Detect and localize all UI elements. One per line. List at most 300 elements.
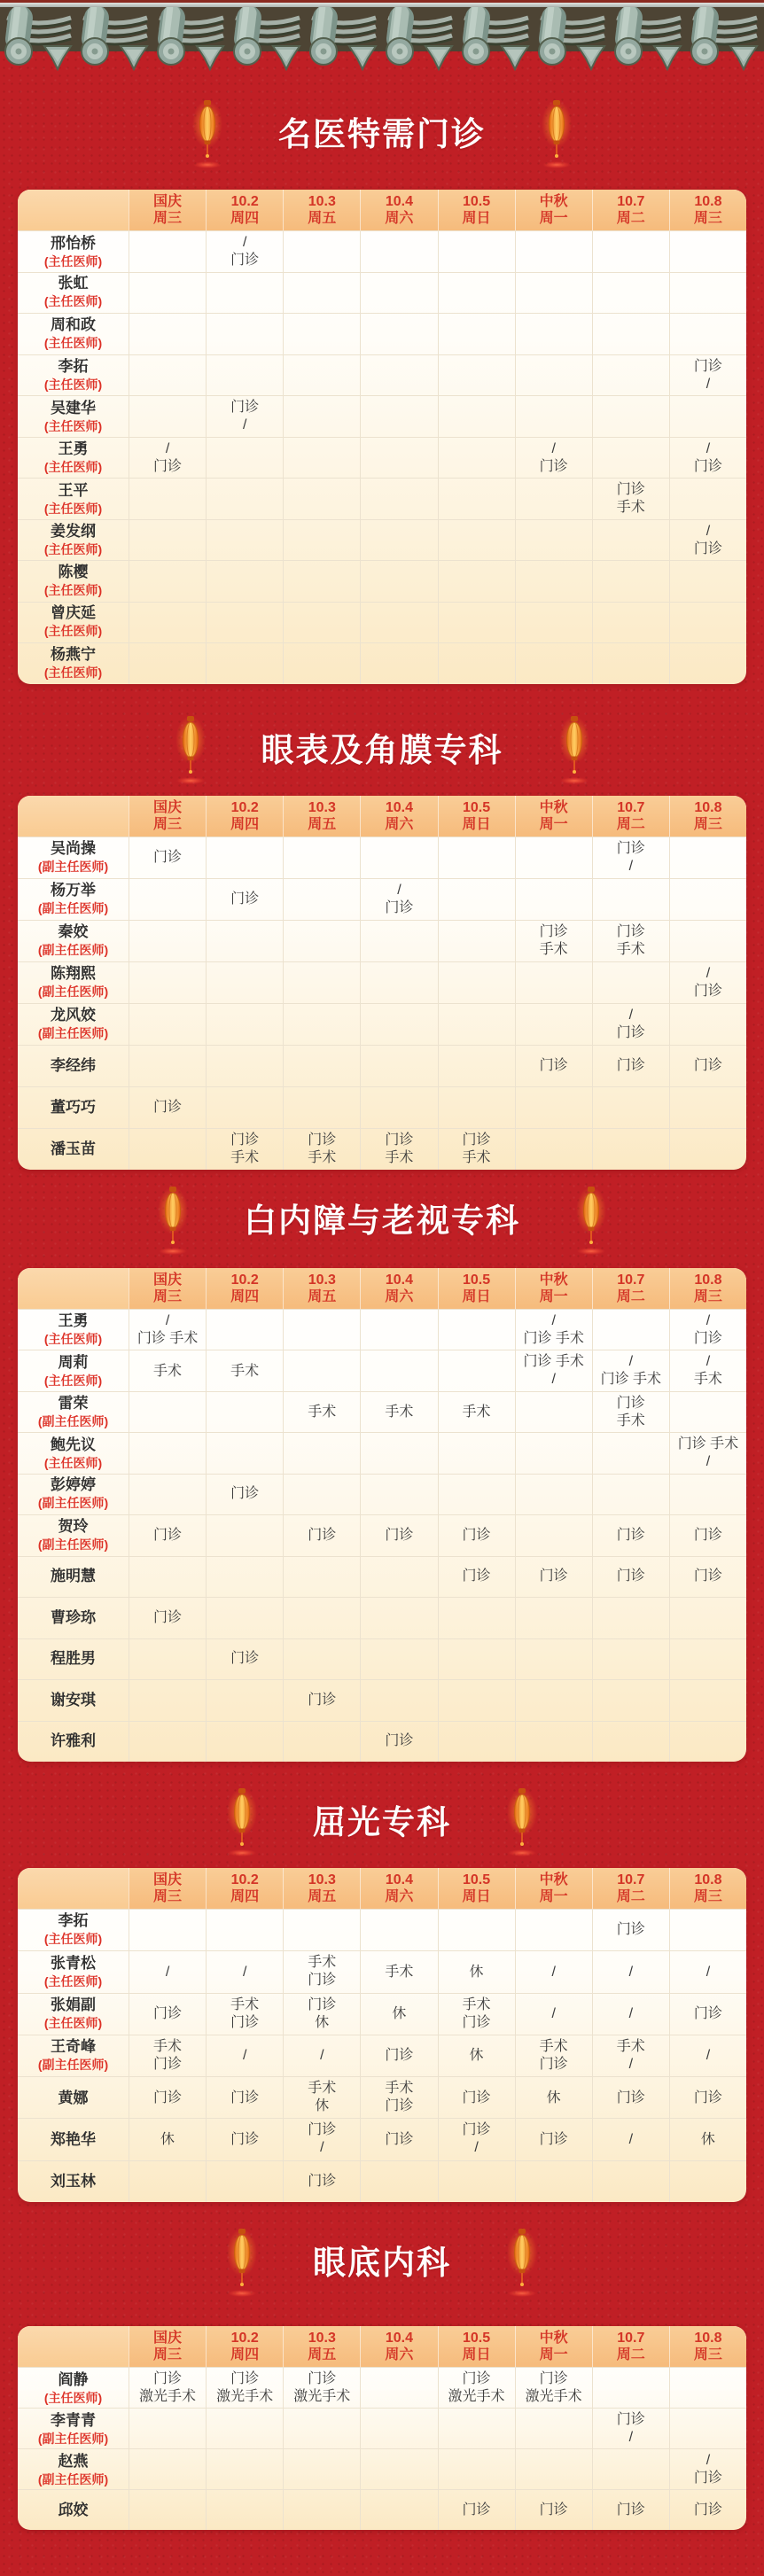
schedule-cell [669, 1392, 746, 1434]
doctor-title: (副主任医师) [37, 2058, 109, 2073]
doctor-name: 王奇峰 [51, 2038, 96, 2056]
schedule-cell [438, 1680, 515, 1721]
doctor-name: 陈翔熙 [51, 965, 96, 982]
schedule-cell [360, 2119, 437, 2160]
column-day: 周五 [308, 816, 337, 832]
schedule-cell [206, 396, 283, 438]
table-row [18, 2489, 746, 2530]
schedule-cell-line: / [628, 1007, 634, 1023]
schedule-cell [669, 1598, 746, 1638]
schedule-cell [129, 1639, 206, 1680]
doctor-title: (主任医师) [43, 335, 103, 350]
schedule-cell-line: 门诊 [539, 2056, 568, 2072]
schedule-cell [283, 1004, 360, 1046]
schedule-cell [129, 2035, 206, 2077]
schedule-table [18, 796, 746, 1170]
table-header-corner [18, 190, 129, 230]
schedule-cell [360, 603, 437, 643]
schedule-cell [669, 355, 746, 397]
column-header [360, 1868, 437, 1909]
lantern-icon [558, 708, 590, 786]
column-header [515, 796, 592, 837]
schedule-cell [669, 2409, 746, 2450]
column-date: 10.2 [230, 2331, 259, 2346]
schedule-cell [515, 520, 592, 562]
column-date: 10.7 [617, 2331, 645, 2346]
schedule-cell [360, 1350, 437, 1392]
schedule-cell [206, 2161, 283, 2202]
schedule-cell-line: / [706, 2048, 711, 2064]
doctor-name: 黄娜 [58, 2089, 89, 2106]
table-row [18, 2035, 746, 2076]
doctor-cell [18, 1598, 129, 1638]
doctor-title: (副主任医师) [37, 943, 109, 957]
schedule-cell [515, 2161, 592, 2202]
schedule-cell [129, 2409, 206, 2450]
schedule-cell [206, 1994, 283, 2035]
column-date: 10.7 [617, 194, 645, 209]
schedule-cell-line: 手术 [308, 2081, 337, 2097]
doctor-cell [18, 2490, 129, 2530]
table-row [18, 920, 746, 961]
table-row [18, 1086, 746, 1128]
schedule-cell [438, 2161, 515, 2202]
schedule-cell [283, 520, 360, 562]
table-row [18, 1909, 746, 1950]
schedule-cell [206, 1046, 283, 1086]
schedule-cell [129, 1310, 206, 1351]
column-header [360, 190, 437, 230]
schedule-cell [206, 520, 283, 562]
column-header [438, 1268, 515, 1309]
section-title-row [0, 706, 764, 788]
schedule-cell [129, 837, 206, 879]
schedule-cell-line: 激光手术 [139, 2389, 197, 2405]
schedule-table [18, 1268, 746, 1763]
section-title: 眼表及角膜专科 [261, 731, 503, 768]
schedule-cell [360, 520, 437, 562]
column-day: 周四 [230, 816, 260, 832]
schedule-cell-line: / [551, 1372, 556, 1387]
schedule-cell [515, 1310, 592, 1351]
column-day: 周三 [153, 1288, 183, 1304]
column-day: 周三 [693, 211, 722, 226]
schedule-cell [129, 1680, 206, 1721]
column-header [592, 2326, 669, 2367]
column-date: 10.8 [694, 799, 722, 815]
table-row [18, 395, 746, 437]
column-header [515, 2326, 592, 2367]
column-header [283, 1268, 360, 1309]
schedule-cell [206, 561, 283, 602]
schedule-cell [283, 2119, 360, 2160]
column-header [360, 1268, 437, 1309]
schedule-cell-line: 手术 [230, 1996, 260, 2012]
schedule-cell [129, 1951, 206, 1993]
schedule-cell [438, 1910, 515, 1950]
column-day: 周一 [539, 211, 568, 226]
doctor-cell [18, 1087, 129, 1128]
column-day: 周四 [230, 1889, 260, 1904]
column-header [283, 1868, 360, 1909]
schedule-cell [592, 2035, 669, 2077]
doctor-cell [18, 1046, 129, 1086]
schedule-cell [669, 2449, 746, 2491]
schedule-cell-line: / [706, 2453, 711, 2469]
doctor-cell [18, 438, 129, 479]
schedule-cell-line: 休 [160, 2131, 175, 2147]
schedule-cell [129, 921, 206, 962]
schedule-cell-line: 门诊 手术 [136, 1330, 199, 1346]
table-header-corner [18, 1868, 129, 1909]
schedule-cell [206, 1910, 283, 1950]
lantern-icon [157, 1179, 189, 1257]
schedule-cell [283, 1129, 360, 1170]
schedule-cell [129, 1004, 206, 1046]
schedule-cell [592, 1433, 669, 1475]
table-row [18, 642, 746, 684]
schedule-cell [360, 1639, 437, 1680]
schedule-cell [283, 231, 360, 273]
schedule-cell [438, 2409, 515, 2450]
doctor-name: 贺玲 [58, 1517, 89, 1535]
table-row [18, 2367, 746, 2408]
schedule-cell [592, 1639, 669, 1680]
schedule-cell [669, 1515, 746, 1556]
column-header [129, 796, 206, 837]
schedule-cell [669, 520, 746, 562]
column-date: 10.4 [385, 2331, 413, 2346]
schedule-cell [438, 2490, 515, 2530]
schedule-cell [283, 1598, 360, 1638]
schedule-cell [592, 273, 669, 314]
schedule-cell [515, 1722, 592, 1763]
schedule-cell [206, 1350, 283, 1392]
schedule-cell [206, 2409, 283, 2450]
column-header [206, 190, 283, 230]
table-row [18, 837, 746, 878]
schedule-cell [515, 1598, 592, 1638]
schedule-cell [438, 837, 515, 879]
schedule-cell-line: 门诊 [308, 1132, 337, 1148]
doctor-name: 程胜男 [51, 1650, 96, 1668]
lantern-icon [575, 1179, 607, 1257]
table-row [18, 1045, 746, 1086]
column-header [669, 190, 746, 230]
schedule-cell [438, 438, 515, 479]
schedule-table [18, 2326, 746, 2530]
column-day: 周六 [385, 1889, 414, 1904]
schedule-cell [669, 1680, 746, 1721]
schedule-cell [438, 603, 515, 643]
schedule-cell [283, 603, 360, 643]
schedule-cell [515, 396, 592, 438]
column-day: 周三 [153, 211, 183, 226]
doctor-name: 李拓 [58, 1912, 89, 1930]
schedule-cell-line: 手术 [693, 1372, 722, 1387]
doctor-title: (主任医师) [43, 1932, 103, 1947]
schedule-cell-line: 门诊 [230, 400, 260, 415]
schedule-cell [669, 1557, 746, 1598]
schedule-cell [515, 1004, 592, 1046]
schedule-cell [438, 1722, 515, 1763]
schedule-cell-line: 激光手术 [293, 2389, 351, 2405]
schedule-cell [283, 1350, 360, 1392]
table-row [18, 1721, 746, 1763]
schedule-cell [592, 1046, 669, 1086]
doctor-cell [18, 231, 129, 273]
schedule-cell-line: / [551, 1964, 556, 1980]
table-row [18, 1350, 746, 1391]
schedule-cell [360, 1310, 437, 1351]
schedule-cell-line: 手术 [230, 1363, 260, 1379]
schedule-cell [360, 1392, 437, 1434]
table-header-corner [18, 796, 129, 837]
column-header [592, 1268, 669, 1309]
schedule-cell-line: 门诊 [693, 983, 722, 999]
schedule-cell [360, 921, 437, 962]
schedule-cell [592, 2161, 669, 2202]
schedule-cell-line: 门诊 [539, 923, 568, 939]
schedule-cell [360, 2368, 437, 2409]
schedule-cell [129, 1994, 206, 2035]
schedule-cell-line: 门诊 [385, 2098, 414, 2114]
schedule-cell [129, 231, 206, 273]
schedule-cell-line: 门诊 [308, 2371, 337, 2387]
schedule-cell-line: 门诊 [539, 2131, 568, 2147]
lantern-icon [506, 1780, 538, 1858]
column-date: 10.5 [462, 194, 491, 209]
schedule-cell-line: 门诊 [230, 253, 260, 268]
schedule-cell [129, 643, 206, 684]
column-date: 中秋 [539, 194, 568, 209]
column-date: 中秋 [539, 799, 568, 815]
column-date: 国庆 [153, 1872, 183, 1887]
schedule-cell [438, 1310, 515, 1351]
doctor-name: 阎静 [58, 2370, 89, 2388]
doctor-cell [18, 1129, 129, 1170]
schedule-cell-line: / [706, 1964, 711, 1980]
schedule-cell [592, 1951, 669, 1993]
schedule-cell [129, 273, 206, 314]
schedule-cell-line: / [320, 2140, 324, 2156]
schedule-cell [129, 1392, 206, 1434]
schedule-cell [129, 1087, 206, 1128]
section-title-row [0, 1177, 764, 1258]
table-header-corner [18, 2326, 129, 2367]
schedule-cell [592, 1680, 669, 1721]
schedule-cell-line: 门诊 [693, 1330, 722, 1346]
schedule-cell [438, 231, 515, 273]
schedule-cell [438, 962, 515, 1004]
schedule-cell-line: 休 [315, 2014, 330, 2030]
doctor-name: 刘玉林 [51, 2172, 96, 2190]
schedule-cell-line: / [165, 1312, 170, 1328]
schedule-cell [669, 2077, 746, 2119]
column-header [360, 2326, 437, 2367]
schedule-cell [438, 1639, 515, 1680]
doctor-cell [18, 2161, 129, 2202]
schedule-cell [669, 1722, 746, 1763]
table-row [18, 602, 746, 643]
schedule-cell-line: 门诊 [616, 1057, 645, 1073]
schedule-cell-line: 门诊 [539, 1057, 568, 1073]
schedule-cell [669, 2368, 746, 2409]
schedule-cell [206, 1515, 283, 1556]
schedule-cell-line: 门诊 [693, 2006, 722, 2022]
schedule-cell [438, 1433, 515, 1475]
schedule-cell [515, 479, 592, 520]
doctor-cell [18, 2119, 129, 2160]
table-row [18, 354, 746, 396]
doctor-cell [18, 479, 129, 520]
schedule-cell-line: 门诊 [462, 2371, 491, 2387]
schedule-cell [129, 879, 206, 921]
schedule-cell-line: 门诊 [616, 2412, 645, 2428]
schedule-cell [515, 273, 592, 314]
schedule-cell-line: 激光手术 [448, 2389, 505, 2405]
schedule-cell-line: 门诊 [693, 358, 722, 374]
schedule-cell [515, 879, 592, 921]
column-date: 10.4 [385, 799, 413, 815]
column-date: 国庆 [153, 194, 183, 209]
schedule-cell [206, 1951, 283, 1993]
doctor-name: 彭婷婷 [51, 1476, 96, 1494]
schedule-cell [206, 314, 283, 354]
schedule-cell [206, 2368, 283, 2409]
doctor-title: (主任医师) [43, 460, 103, 474]
schedule-cell-line: 门诊 [230, 2371, 260, 2387]
doctor-cell [18, 273, 129, 314]
schedule-cell [129, 2490, 206, 2530]
doctor-cell [18, 2449, 129, 2491]
column-day: 周三 [153, 2347, 183, 2363]
schedule-cell-line: 门诊 [153, 458, 183, 474]
schedule-cell [283, 396, 360, 438]
schedule-cell-line: / [242, 417, 247, 432]
schedule-cell [360, 1598, 437, 1638]
schedule-cell [592, 1350, 669, 1392]
doctor-cell [18, 396, 129, 438]
schedule-cell-line: 门诊 [539, 458, 568, 474]
schedule-cell-line: 门诊 [230, 2090, 260, 2105]
schedule-cell [360, 643, 437, 684]
doctor-title: (主任医师) [43, 582, 103, 597]
schedule-cell [129, 520, 206, 562]
table-row [18, 1003, 746, 1045]
schedule-cell-line: 手术 [153, 1363, 183, 1379]
schedule-cell [283, 1557, 360, 1598]
schedule-cell [592, 438, 669, 479]
schedule-cell [669, 396, 746, 438]
doctor-name: 龙风姣 [51, 1007, 96, 1023]
schedule-cell-line: 门诊 [616, 1527, 645, 1543]
schedule-cell [438, 1004, 515, 1046]
schedule-cell [592, 2449, 669, 2491]
schedule-cell [592, 561, 669, 602]
schedule-cell [360, 1910, 437, 1950]
schedule-cell [592, 962, 669, 1004]
schedule-cell [283, 1515, 360, 1556]
schedule-cell [592, 1129, 669, 1170]
doctor-name: 王平 [58, 481, 89, 499]
schedule-cell-line: 手术 [385, 1149, 414, 1165]
schedule-cell [515, 1680, 592, 1721]
doctor-name: 邢怡桥 [51, 234, 96, 252]
schedule-cell-line: 门诊 [539, 2371, 568, 2387]
doctor-title: (主任医师) [43, 253, 103, 268]
schedule-cell [592, 921, 669, 962]
column-day: 周五 [308, 2347, 337, 2363]
schedule-cell-line: 手术 [616, 500, 645, 515]
doctor-cell [18, 1951, 129, 1993]
doctor-name: 鲍先议 [51, 1436, 96, 1453]
schedule-cell [438, 1475, 515, 1515]
schedule-cell-line: / [165, 440, 170, 456]
schedule-cell [515, 1639, 592, 1680]
schedule-cell [515, 643, 592, 684]
schedule-cell [669, 1087, 746, 1128]
schedule-cell-line: / [165, 1964, 170, 1980]
schedule-cell [515, 561, 592, 602]
doctor-name: 曾庆延 [51, 604, 96, 622]
column-day: 周三 [153, 816, 183, 832]
doctor-cell [18, 1475, 129, 1515]
column-header [129, 190, 206, 230]
schedule-cell-line: 门诊 [153, 1609, 183, 1625]
schedule-cell [515, 1994, 592, 2035]
schedule-cell [438, 2077, 515, 2119]
schedule-cell [129, 1129, 206, 1170]
doctor-title: (副主任医师) [37, 984, 109, 999]
schedule-cell-line: 门诊 手术 [523, 1330, 584, 1346]
schedule-cell-line: 门诊 [462, 1132, 491, 1148]
column-header [283, 2326, 360, 2367]
column-day: 周五 [308, 211, 337, 226]
schedule-cell [515, 2077, 592, 2119]
schedule-cell [283, 2368, 360, 2409]
schedule-cell [360, 837, 437, 879]
doctor-cell [18, 2368, 129, 2409]
section-title-row [0, 2219, 764, 2300]
schedule-cell [206, 2077, 283, 2119]
schedule-cell-line: 门诊 [308, 2173, 337, 2189]
schedule-cell [515, 1350, 592, 1392]
schedule-cell-line: 门诊 [693, 2471, 722, 2487]
schedule-cell [438, 273, 515, 314]
schedule-cell [283, 1951, 360, 1993]
schedule-cell-line: 门诊 [616, 482, 645, 497]
schedule-cell-line: / [551, 2006, 556, 2022]
doctor-name: 王勇 [58, 440, 89, 457]
schedule-cell [283, 2490, 360, 2530]
column-day: 周一 [539, 1288, 568, 1304]
section-title: 屈光专科 [313, 1804, 451, 1841]
schedule-cell-line: 门诊 [616, 2502, 645, 2518]
table-row [18, 961, 746, 1003]
schedule-cell-line: / [628, 2056, 634, 2072]
schedule-cell [669, 561, 746, 602]
doctor-cell [18, 837, 129, 879]
schedule-cell [283, 837, 360, 879]
schedule-cell-line: 手术 [539, 2038, 568, 2054]
column-header [283, 190, 360, 230]
doctor-cell [18, 561, 129, 602]
schedule-cell-line: 手术 [308, 1955, 337, 1971]
doctor-name: 陈樱 [58, 563, 89, 580]
column-header [438, 190, 515, 230]
column-day: 周一 [539, 2347, 568, 2363]
